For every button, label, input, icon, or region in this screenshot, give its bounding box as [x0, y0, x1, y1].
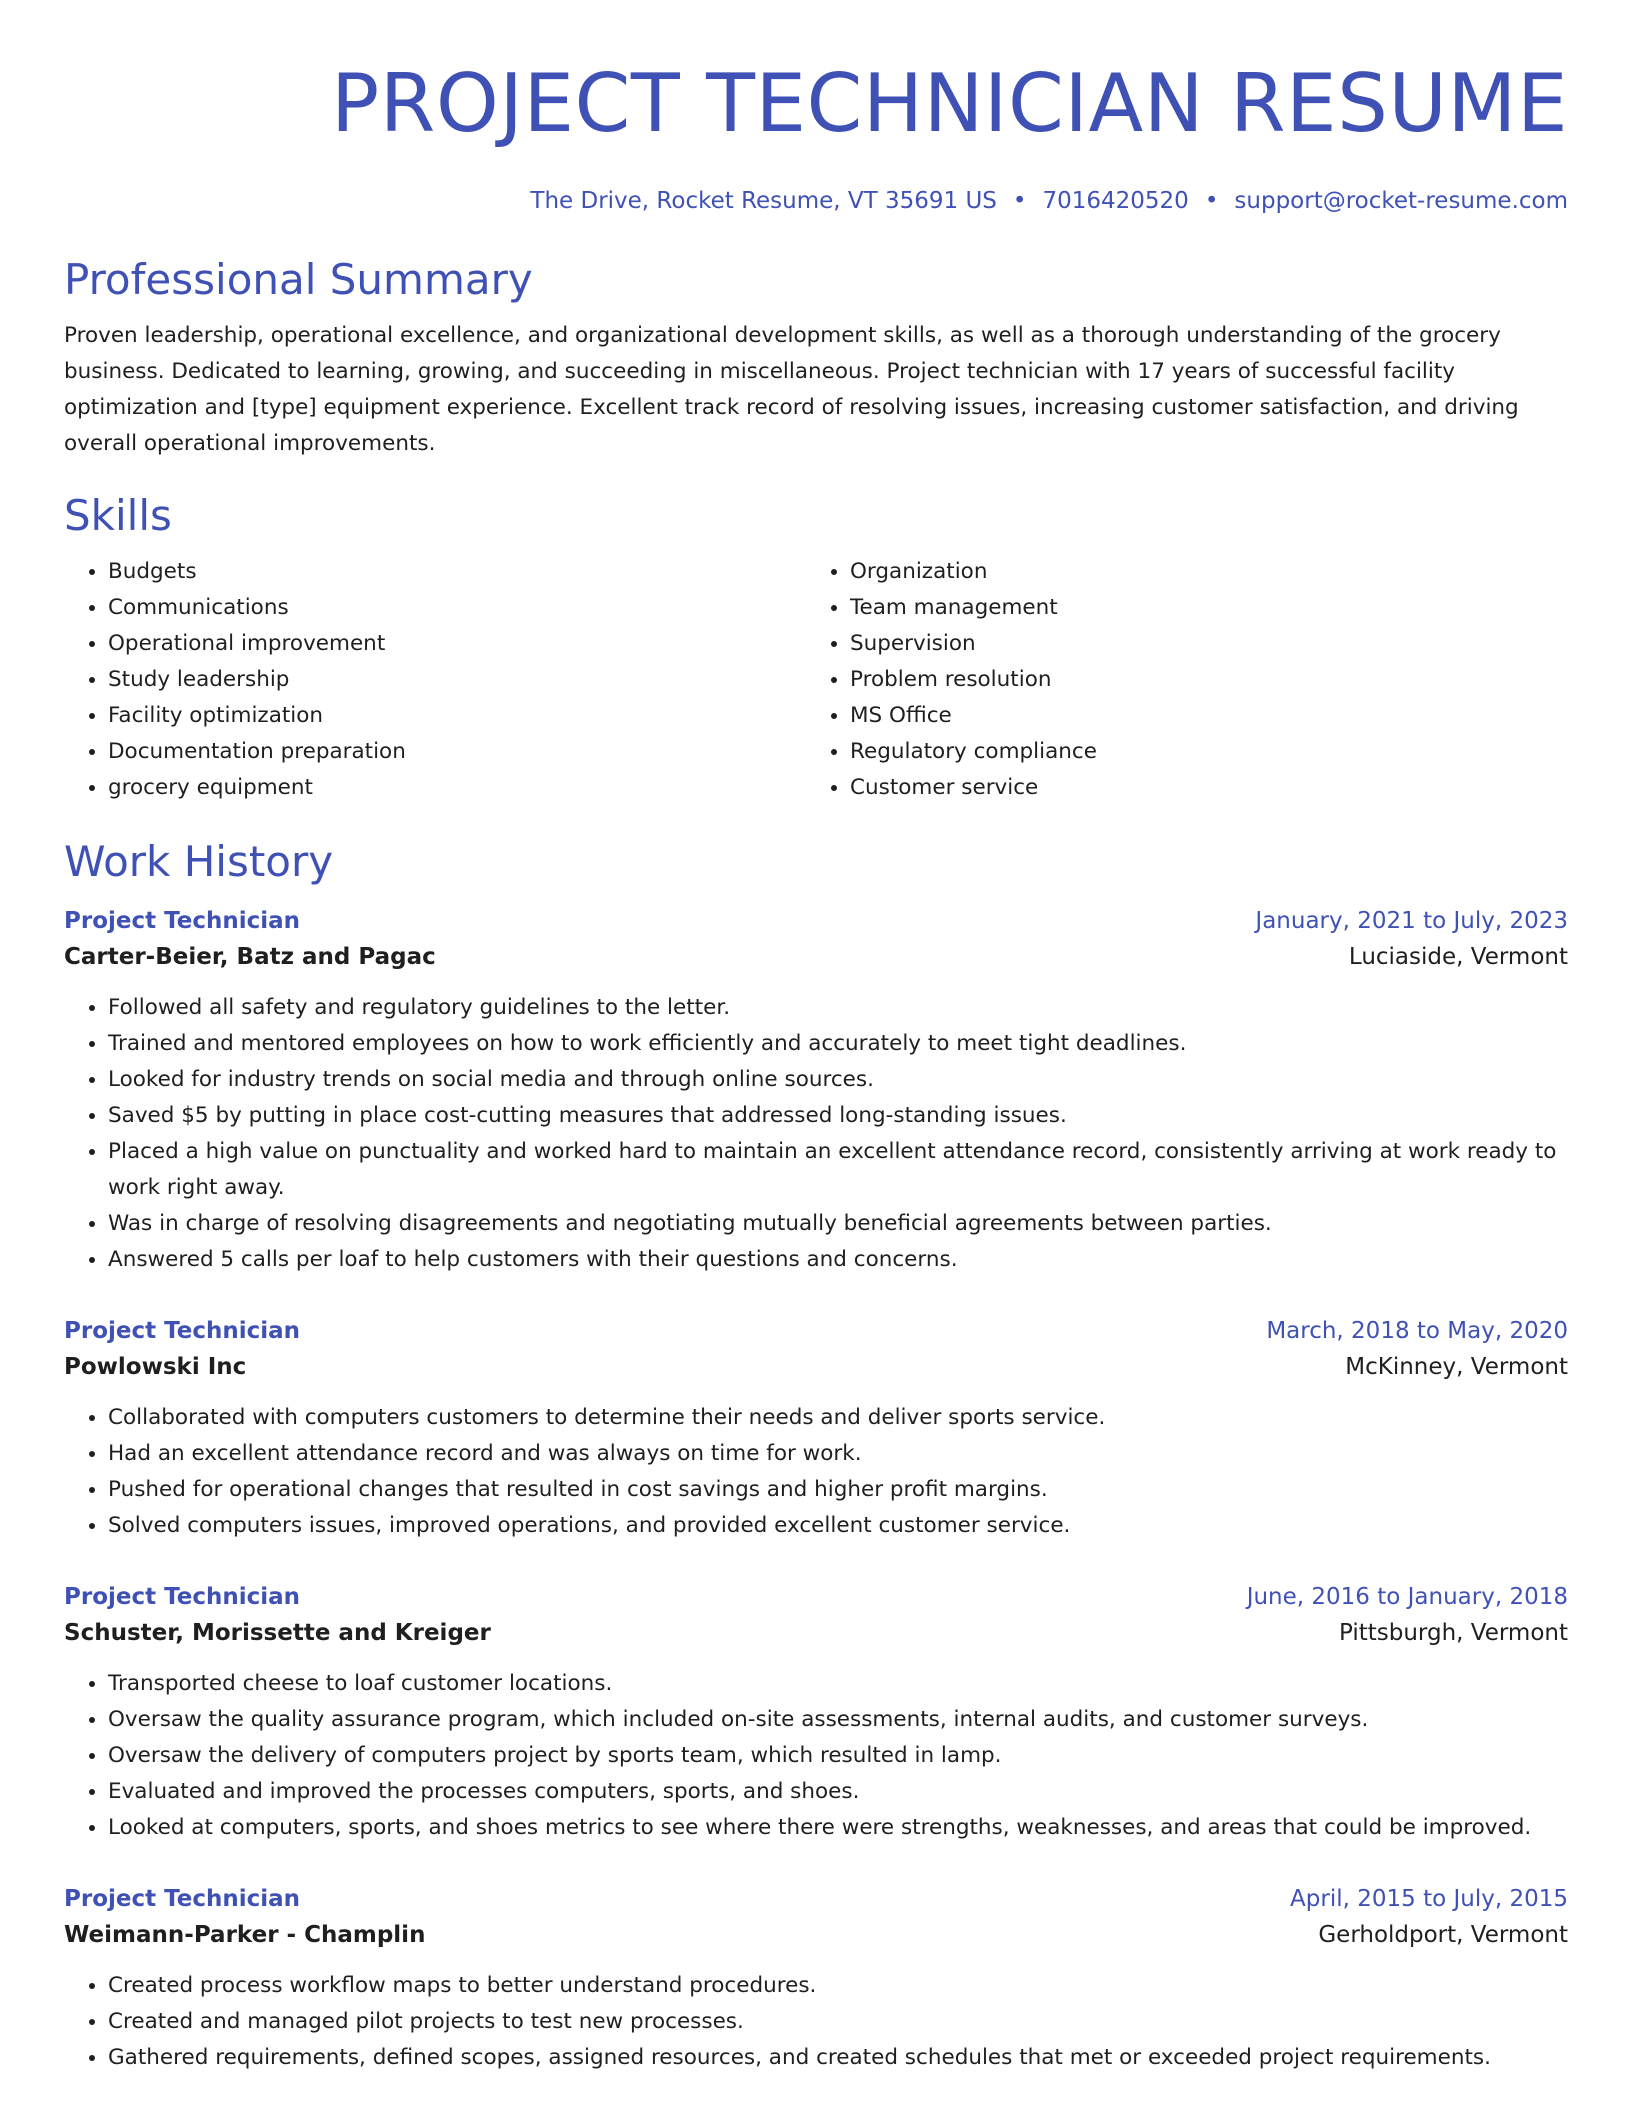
job-bullet: • Oversaw the delivery of computers project by sports team, which resulted in lamp.	[108, 1738, 1568, 1774]
resume-header	[64, 0, 1568, 216]
section-title-skills: Skills	[64, 491, 172, 540]
job-dates: March, 2018 to May, 2020	[1266, 1318, 1568, 1344]
job-bullets	[64, 1400, 1568, 1544]
skill-item: • MS Office	[850, 698, 1548, 734]
job-bullet: • Collaborated with computers customers to determine their needs and deliver sports service.	[108, 1400, 1568, 1436]
skill-item: • Study leadership	[108, 662, 806, 698]
job-bullet: • Solved computers issues, improved operations, and provided excellent customer service.	[108, 1508, 1568, 1544]
job-company: Carter-Beier, Batz and Pagac	[64, 944, 436, 970]
contact-phone: 7016420520	[1042, 188, 1189, 214]
job-bullet: • Looked for industry trends on social media and through online sources.	[108, 1062, 1568, 1098]
job-entry	[64, 1314, 1568, 1544]
job-bullet: • Pushed for operational changes that resulted in cost savings and higher profit margins.	[108, 1472, 1568, 1508]
job-title: Project Technician	[64, 1886, 301, 1912]
skills-column-left	[64, 554, 806, 806]
job-title-row	[64, 1580, 1568, 1614]
skill-item: • Regulatory compliance	[850, 734, 1548, 770]
job-bullet: • Created process workflow maps to better understand procedures.	[108, 1968, 1568, 2004]
skill-item: • Documentation preparation	[108, 734, 806, 770]
section-title-summary: Professional Summary	[64, 255, 533, 304]
job-title: Project Technician	[64, 1318, 301, 1344]
skill-item: • Organization	[850, 554, 1548, 590]
skill-item: • Team management	[850, 590, 1548, 626]
skill-item: • Operational improvement	[108, 626, 806, 662]
job-title-row	[64, 1314, 1568, 1348]
job-entry	[64, 1882, 1568, 2076]
job-bullet: • Followed all safety and regulatory guidelines to the letter.	[108, 990, 1568, 1026]
job-bullet: • Looked at computers, sports, and shoes metrics to see where there were strengths, weaknesses, and areas that could be improved.	[108, 1810, 1568, 1846]
job-company: Weimann-Parker - Champlin	[64, 1922, 426, 1948]
job-bullet: • Evaluated and improved the processes computers, sports, and shoes.	[108, 1774, 1568, 1810]
job-location: McKinney, Vermont	[1345, 1354, 1568, 1380]
job-company: Powlowski Inc	[64, 1354, 247, 1380]
job-bullet: • Created and managed pilot projects to test new processes.	[108, 2004, 1568, 2040]
job-dates: April, 2015 to July, 2015	[1290, 1886, 1568, 1912]
contact-email[interactable]: support@rocket-resume.com	[1234, 188, 1568, 214]
job-bullets	[64, 990, 1568, 1278]
skill-item: • Facility optimization	[108, 698, 806, 734]
job-company-row	[64, 938, 1568, 976]
job-bullet: • Trained and mentored employees on how to work efficiently and accurately to meet tight deadlines.	[108, 1026, 1568, 1062]
resume-name: PROJECT TECHNICIAN RESUME	[331, 57, 1568, 150]
job-title-row	[64, 1882, 1568, 1916]
job-title: Project Technician	[64, 908, 301, 934]
job-bullet: • Had an excellent attendance record and was always on time for work.	[108, 1436, 1568, 1472]
job-company-row	[64, 1348, 1568, 1386]
job-bullet: • Oversaw the quality assurance program, which included on-site assessments, internal audits, and customer surveys.	[108, 1702, 1568, 1738]
contact-address: The Drive, Rocket Resume, VT 35691 US	[530, 188, 997, 214]
job-bullet: • Answered 5 calls per loaf to help customers with their questions and concerns.	[108, 1242, 1568, 1278]
job-title: Project Technician	[64, 1584, 301, 1610]
job-bullet: • Placed a high value on punctuality and worked hard to maintain an excellent attendance record, consistently arriving at work ready to work right away.	[108, 1134, 1568, 1206]
job-bullet: • Saved $5 by putting in place cost-cutting measures that addressed long-standing issues.	[108, 1098, 1568, 1134]
skill-item: • Communications	[108, 590, 806, 626]
skill-item: • Budgets	[108, 554, 806, 590]
job-location: Luciaside, Vermont	[1348, 944, 1568, 970]
job-company: Schuster, Morissette and Kreiger	[64, 1620, 491, 1646]
job-bullet: • Gathered requirements, defined scopes, assigned resources, and created schedules that met or exceeded project requirements.	[108, 2040, 1568, 2076]
skill-item: • Customer service	[850, 770, 1548, 806]
contact-line	[64, 186, 1568, 216]
job-location: Gerholdport, Vermont	[1318, 1922, 1568, 1948]
skills-column-right	[806, 554, 1548, 806]
job-bullets	[64, 1666, 1568, 1846]
job-company-row	[64, 1614, 1568, 1652]
resume-page	[64, 0, 1568, 2076]
skill-item: • grocery equipment	[108, 770, 806, 806]
job-title-row	[64, 904, 1568, 938]
job-entry	[64, 904, 1568, 1278]
section-title-work-history: Work History	[64, 837, 334, 886]
job-bullet: • Was in charge of resolving disagreements and negotiating mutually beneficial agreements between parties.	[108, 1206, 1568, 1242]
job-dates: January, 2021 to July, 2023	[1255, 908, 1568, 934]
job-bullets	[64, 1968, 1568, 2076]
job-company-row	[64, 1916, 1568, 1954]
contact-separator: •	[1012, 188, 1027, 214]
skills-list	[64, 554, 1568, 806]
job-location: Pittsburgh, Vermont	[1338, 1620, 1568, 1646]
contact-separator: •	[1204, 188, 1219, 214]
skill-item: • Supervision	[850, 626, 1548, 662]
job-dates: June, 2016 to January, 2018	[1246, 1584, 1568, 1610]
job-entry	[64, 1580, 1568, 1846]
summary-text: Proven leadership, operational excellence, and organizational development skills, as well as a thorough understanding of the grocery business. Dedicated to learning, growing, and succeeding in miscellaneous. Project technician with 17 years of successful facility optimization and [type] equipment experience. Excellent track record of resolving issues, increasing customer satisfaction, and driving overall operational improvements.	[64, 323, 1519, 456]
job-bullet: • Transported cheese to loaf customer locations.	[108, 1666, 1568, 1702]
skill-item: • Problem resolution	[850, 662, 1548, 698]
